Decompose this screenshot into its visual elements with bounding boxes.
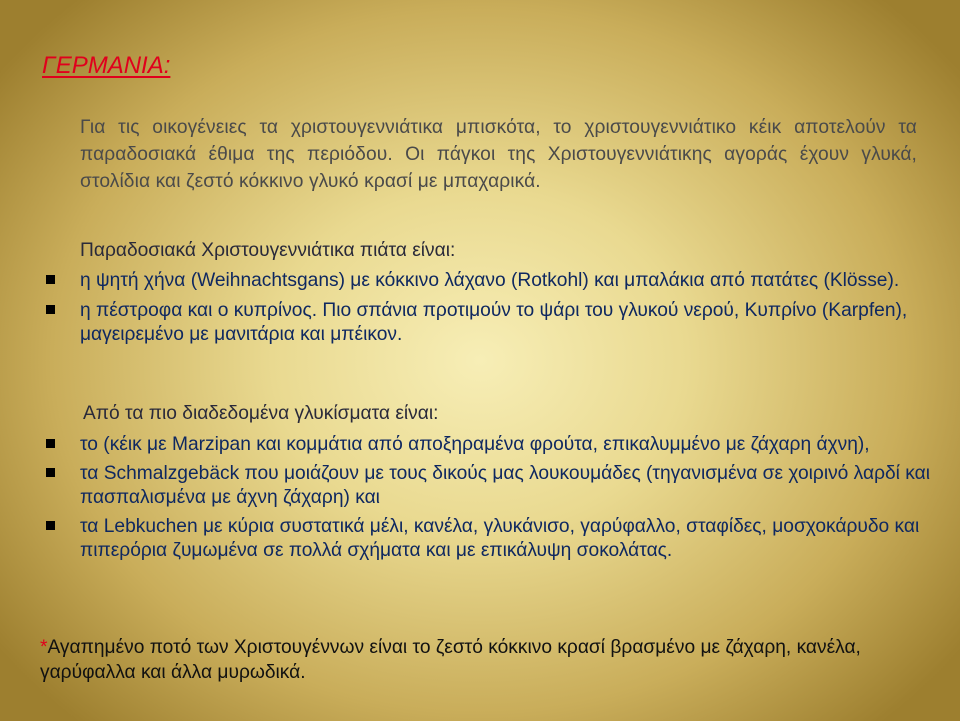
square-bullet-icon: [46, 305, 55, 314]
list-item: [46, 299, 960, 347]
list-item: [46, 515, 960, 563]
square-bullet-icon: [46, 439, 55, 448]
sweet-text: τα Lebkuchen με κύρια συστατικά μέλι, κανέλα, γλυκάνισο, γαρύφαλλο, σταφίδες, μοσχοκάρυδο και πιπερόρια ζυμωμένα σε πολλά σχήματα και με επικάλυψη σοκολάτας.: [80, 516, 920, 561]
intro-paragraph: Για τις οικογένειες τα χριστουγεννιάτικα μπισκότα, το χριστουγεννιάτικο κέικ αποτελούν τα παραδοσιακά έθιμα της περιόδου. Οι πάγκοι της Χριστουγεννιάτικης αγοράς έχουν γλυκά, στολίδια και ζεστό κόκκινο γλυκό κρασί με μπαχαρικά.: [80, 117, 917, 192]
list-item: [46, 462, 960, 510]
sweets-list: [46, 433, 960, 563]
sweet-text: το (κέικ με Marzipan και κομμάτια από αποξηραμένα φρούτα, επικαλυμμένο με ζάχαρη άχνη),: [80, 434, 870, 455]
dishes-heading: Παραδοσιακά Χριστουγεννιάτικα πιάτα είναι:: [80, 240, 456, 261]
dishes-list: [46, 269, 960, 347]
dish-text: η ψητή χήνα (Weihnachtsgans) με κόκκινο λάχανο (Rotkohl) και μπαλάκια από πατάτες (Klösse).: [80, 270, 900, 291]
square-bullet-icon: [46, 468, 55, 477]
list-item: [46, 433, 960, 457]
page-title: ΓΕΡΜΑΝΙΑ:: [42, 52, 171, 79]
asterisk-marker: *: [40, 637, 48, 658]
list-item: [46, 269, 960, 293]
drink-note: [40, 635, 920, 685]
dish-text: η πέστροφα και ο κυπρίνος. Πιο σπάνια προτιμούν το ψάρι του γλυκού νερού, Κυπρίνο (Karpfen), μαγειρεμένο με μανιτάρια και μπέικον.: [80, 300, 908, 345]
drink-note-text: Αγαπημένο ποτό των Χριστουγέννων είναι το ζεστό κόκκινο κρασί βρασμένο με ζάχαρη, κανέλα, γαρύφαλλα και άλλα μυρωδικά.: [40, 637, 861, 683]
square-bullet-icon: [46, 275, 55, 284]
sweets-heading: Από τα πιο διαδεδομένα γλυκίσματα είναι:: [83, 403, 439, 424]
square-bullet-icon: [46, 521, 55, 530]
sweet-text: τα Schmalzgebäck που μοιάζουν με τους δικούς μας λουκουμάδες (τηγανισμένα σε χοιρινό λαρδί και πασπαλισμένα με άχνη ζάχαρη) και: [80, 463, 930, 508]
